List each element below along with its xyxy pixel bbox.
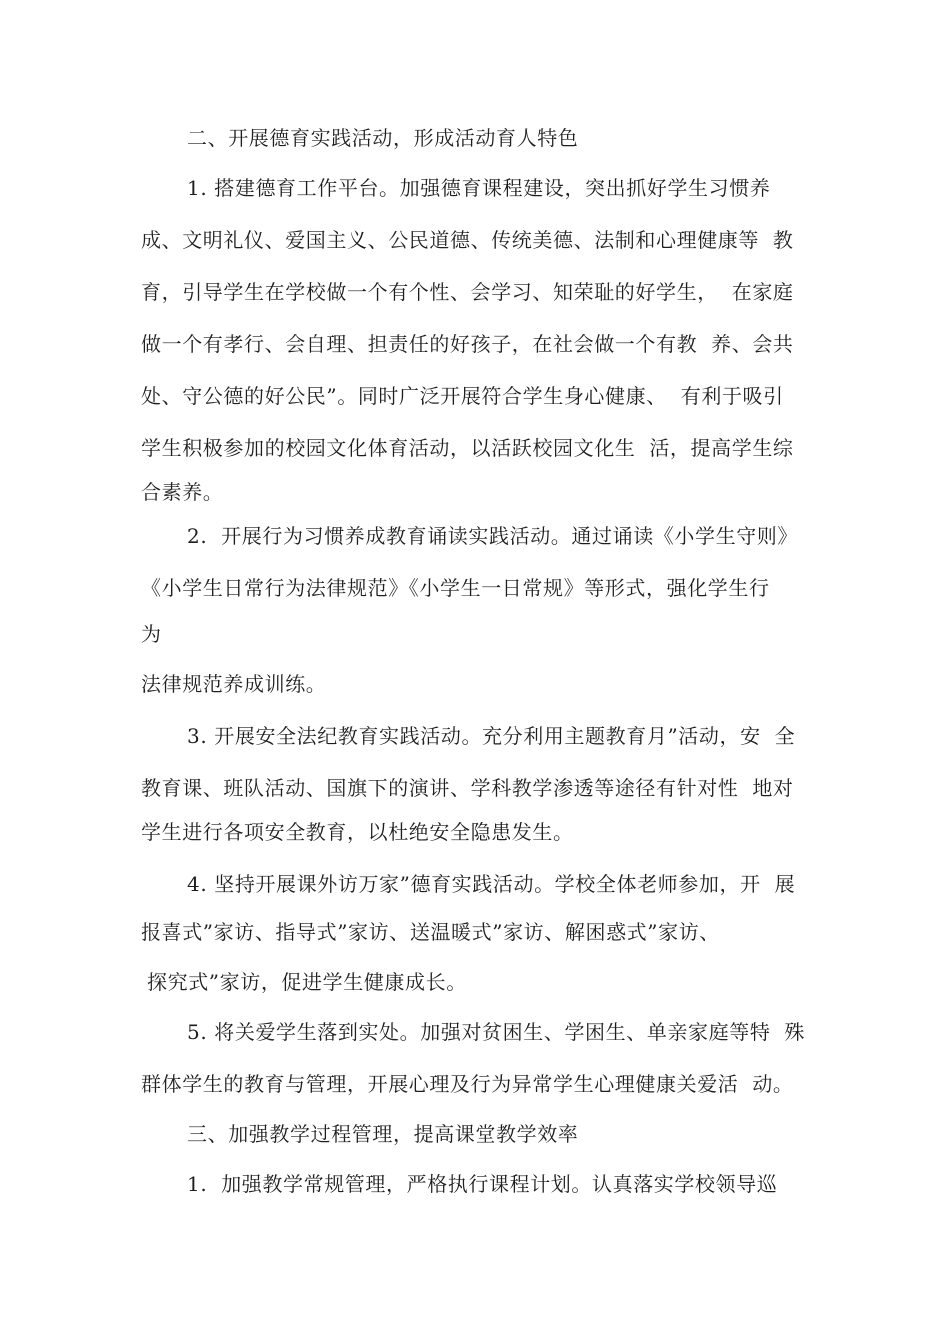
section-heading-3: 三、加强教学过程管理，提高课堂教学效率: [187, 1122, 579, 1146]
paragraph-line: 育，引导学生在学校做一个有个性、会学习、知荣耻的好学生， 在家庭: [141, 280, 794, 304]
paragraph-line: 处、守公德的好公民”。同时广泛开展符合学生身心健康、 有利于吸引: [141, 384, 784, 408]
paragraph-line: 学生积极参加的校园文化体育活动，以活跃校园文化生 活，提高学生综: [141, 436, 794, 460]
paragraph-line: 1. 搭建德育工作平台。加强德育课程建设，突出抓好学生习惯养: [187, 176, 771, 200]
paragraph-line: 法律规范养成训练。: [141, 672, 327, 696]
paragraph-line: 合素养。: [141, 480, 224, 504]
paragraph-line: 成、文明礼仪、爱国主义、公民道德、传统美德、法制和心理健康等 教: [141, 228, 794, 252]
section-heading-2: 二、开展德育实践活动，形成活动育人特色: [187, 126, 579, 150]
paragraph-line: 群体学生的教育与管理，开展心理及行为异常学生心理健康关爱活 动。: [141, 1072, 794, 1096]
paragraph-line: 报喜式”家访、指导式”家访、送温暖式”家访、解困惑式”家访、: [141, 920, 720, 944]
paragraph-line: 《小学生日常行为法律规范》《小学生一日常规》等形式，强化学生行: [141, 576, 770, 600]
paragraph-line: 4. 坚持开展课外访万家”德育实践活动。学校全体老师参加，开 展: [187, 872, 796, 896]
paragraph-line: 2. 开展行为习惯养成教育诵读实践活动。通过诵读《小学生守则》: [187, 524, 798, 548]
paragraph-line: 学生进行各项安全教育，以杜绝安全隐患发生。: [141, 820, 574, 844]
paragraph-line: 为: [141, 622, 162, 646]
paragraph-line: 1. 加强教学常规管理，严格执行课程计划。认真落实学校领导巡: [187, 1172, 778, 1196]
paragraph-line: 3. 开展安全法纪教育实践活动。充分利用主题教育月”活动，安 全: [187, 724, 796, 748]
paragraph-line: 教育课、班队活动、国旗下的演讲、学科教学渗透等途径有针对性 地对: [141, 776, 794, 800]
paragraph-line: 做一个有孝行、会自理、担责任的好孩子，在社会做一个有教 养、会共: [141, 332, 794, 356]
paragraph-line: 探究式”家访，促进学生健康成长。: [147, 970, 467, 994]
paragraph-line: 5. 将关爱学生落到实处。加强对贫困生、学困生、单亲家庭等特 殊: [187, 1020, 805, 1044]
